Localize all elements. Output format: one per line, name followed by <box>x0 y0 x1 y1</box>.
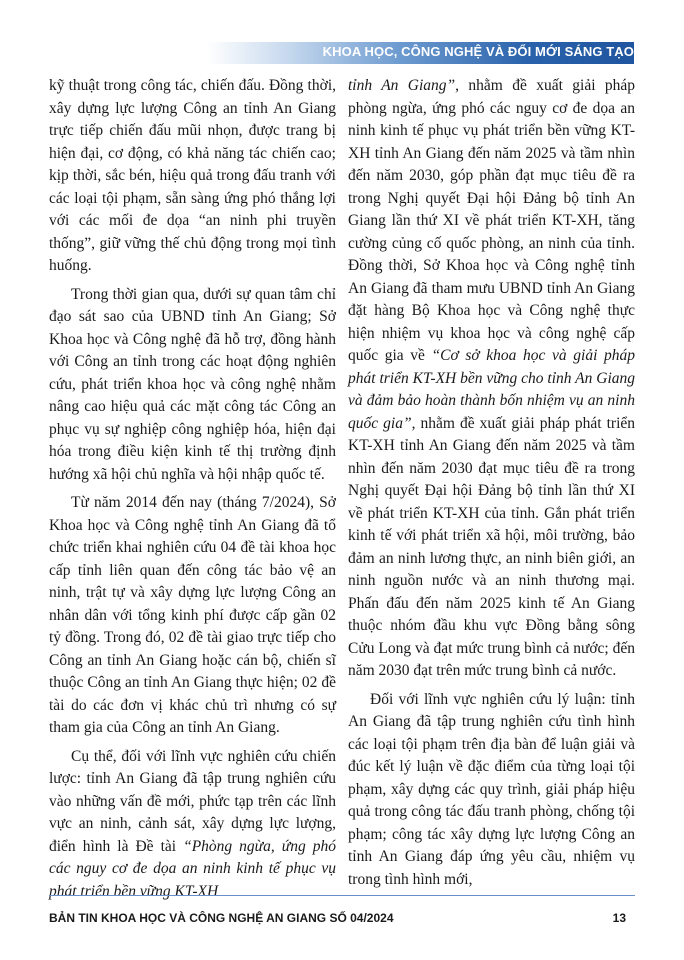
paragraph: Từ năm 2014 đến nay (tháng 7/2024), Sở Khoa học và Công nghệ tỉnh An Giang đã tổ chức triển khai nghiên cứu 04 đề tài khoa học cấp tỉnh liên quan đến công tác bảo vệ an ninh, trật tự và xây dựng lực lượng Công an nhân dân với tổng kinh phí được cấp gần 02 tỷ đồng. Trong đó, 02 đề tài giao trực tiếp cho Công an tỉnh An Giang hoặc cán bộ, chiến sĩ thuộc Công an tỉnh An Giang thực hiện; 02 đề tài do các đơn vị khác chủ trì nhưng có sự tham gia của Công an tỉnh An Giang. <box>49 494 336 736</box>
publication-name: BẢN TIN KHOA HỌC VÀ CÔNG NGHỆ AN GIANG SỐ 04/2024 <box>49 911 394 925</box>
paragraph <box>348 75 635 683</box>
right-column <box>348 75 635 891</box>
paragraph-text: , nhằm đề xuất giải pháp phòng ngừa, ứng phó các nguy cơ đe dọa an ninh kinh tế phục vụ phát triển bền vững KT-XH tỉnh An Giang đến năm 2025 và tầm nhìn đến năm 2030, góp phần đạt mục tiêu đề ra trong Nghị quyết Đại hội Đảng bộ tỉnh An Giang lần thứ XI về phát triển KT-XH, tăng cường củng cố quốc phòng, an ninh của tỉnh. Đồng thời, Sở Khoa học và Công nghệ tỉnh An Giang đã tham mưu UBND tỉnh An Giang đặt hàng Bộ Khoa học và Công nghệ thực hiện nhiệm vụ khoa học và công nghệ cấp quốc gia về <box>348 77 636 364</box>
paragraph: Đối với lĩnh vực nghiên cứu lý luận: tỉnh An Giang đã tập trung nghiên cứu tình hình các loại tội phạm trên địa bàn để luận giải và đúc kết lý luận về đặc điểm của từng loại tội phạm, xây dựng các quy trình, giải pháp hiệu quả trong công tác đấu tranh phòng, chống tội phạm; công tác xây dựng lực lượng Công an tỉnh An Giang đáp ứng yêu cầu, nhiệm vụ trong tình hình mới, <box>348 690 635 888</box>
paragraph: kỹ thuật trong công tác, chiến đấu. Đồng thời, xây dựng lực lượng Công an tỉnh An Giang trực tiếp chiến đấu mũi nhọn, được trang bị hiện đại, cơ động, có khả năng tác chiến cao; kịp thời, sắc bén, hiệu quả trong đấu tranh với các loại tội phạm, sẵn sàng ứng phó thắng lợi với các mối đe dọa “an ninh phi truyền thống”, giữ vững thế chủ động trong mọi tình huống. <box>49 77 336 274</box>
project-title-italic: “Cơ sở khoa học và giải pháp phát triển KT-XH bền vững cho tỉnh An Giang và đảm bảo hoàn thành bốn nhiệm vụ an ninh quốc gia” <box>348 347 635 432</box>
page-number: 13 <box>612 911 626 925</box>
project-title-italic: tỉnh An Giang” <box>348 77 456 94</box>
footer-divider <box>49 895 635 896</box>
paragraph-text: Cụ thể, đối với lĩnh vực nghiên cứu chiến lược: tỉnh An Giang đã tập trung nghiên cứu vào những vấn đề mới, phức tạp trên các lĩnh vực an ninh, cảnh sát, xây dựng lực lượng, điển hình là Đề tài <box>49 747 336 855</box>
project-title-italic: “Phòng ngừa, ứng phó các nguy cơ đe dọa an ninh kinh tế phục vụ phát triển bền vững KT-XH <box>49 837 336 900</box>
section-title: KHOA HỌC, CÔNG NGHỆ VÀ ĐỔI MỚI SÁNG TẠO <box>322 44 634 59</box>
left-column <box>49 75 336 903</box>
paragraph: Trong thời gian qua, dưới sự quan tâm chỉ đạo sát sao của UBND tỉnh An Giang; Sở Khoa học và Công nghệ đã hỗ trợ, đồng hành với Công an tỉnh trong các hoạt động nghiên cứu, phát triển khoa học và công nghệ nhằm nâng cao hiệu quả các mặt công tác Công an phục vụ sự nghiệp công nghiệp hóa, hiện đại hóa trong điều kiện kinh tế thị trường định hướng xã hội chủ nghĩa và hội nhập quốc tế. <box>49 285 336 483</box>
paragraph <box>49 746 336 904</box>
paragraph-text: , nhằm đề xuất giải pháp phát triển KT-XH tỉnh An Giang đến năm 2025 và tầm nhìn đến năm 2030 đạt mục tiêu đề ra trong Nghị quyết Đại hội Đảng bộ tỉnh lần thứ XI về phát triển KT-XH của tỉnh. Gắn phát triển kinh tế với phát triển xã hội, môi trường, bảo đảm an ninh lương thực, an ninh biên giới, an ninh nguồn nước và an ninh thương mại. Phấn đấu đến năm 2025 kinh tế An Giang thuộc nhóm đầu khu vực Đồng bằng sông Cửu Long và đạt mức trung bình cả nước; đến năm 2030 đạt trên mức trung bình cả nước. <box>348 414 635 679</box>
